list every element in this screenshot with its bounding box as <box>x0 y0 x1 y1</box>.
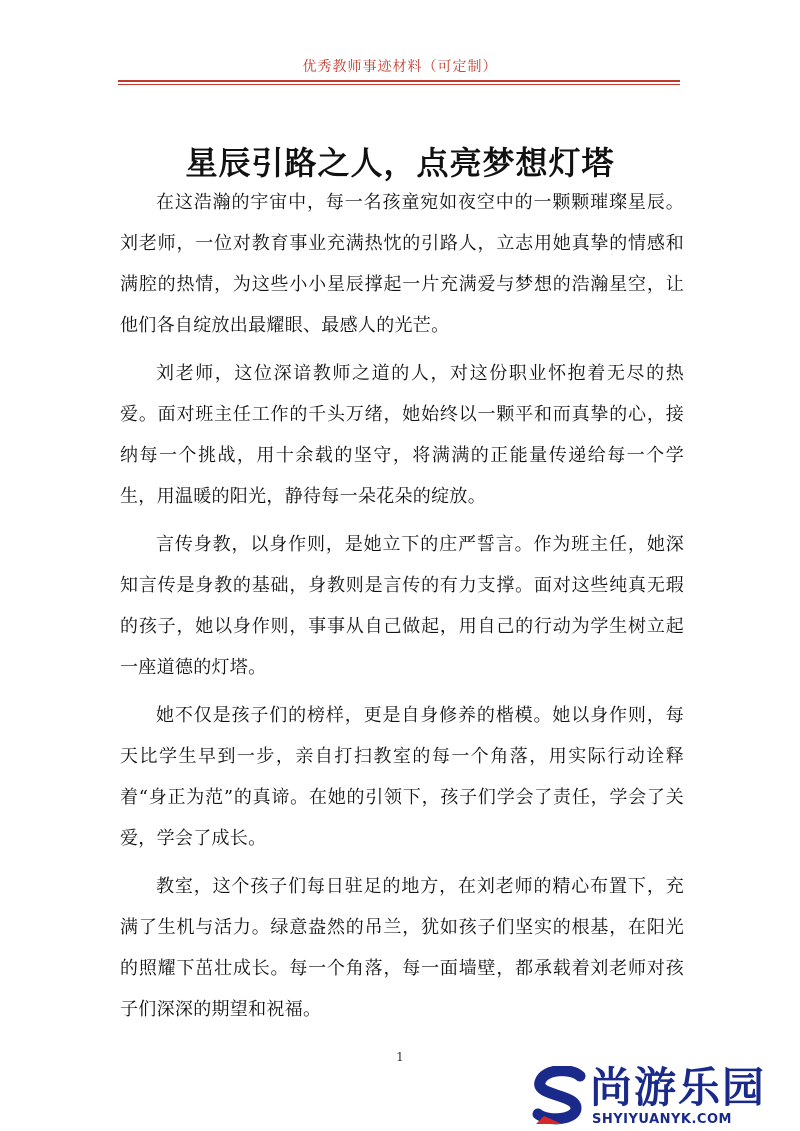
header-title: 优秀教师事迹材料（可定制） <box>302 59 498 75</box>
watermark-logo <box>532 1062 800 1131</box>
paragraph: 言传身教，以身作则，是她立下的庄严誓言。作为班主任，她深知言传是身教的基础，身教则是言传的有力支撑。面对这些纯真无瑕的孩子，她以身作则，事事从自己做起，用自己的行动为学生树立起一座道德的灯塔。 <box>120 534 684 678</box>
page-number: 1 <box>396 1050 404 1064</box>
paragraph: 刘老师，这位深谙教师之道的人，对这份职业怀抱着无尽的热爱。面对班主任工作的千头万绪，她始终以一颗平和而真挚的心，接纳每一个挑战，用十余载的坚守，将满满的正能量传递给每一个学生，用温暖的阳光，静待每一朵花朵的绽放。 <box>120 363 684 507</box>
header-rule-bottom <box>118 84 680 85</box>
header-rule-top <box>118 80 680 82</box>
paragraph: 在这浩瀚的宇宙中，每一名孩童宛如夜空中的一颗颗璀璨星辰。刘老师，一位对教育事业充满热忱的引路人，立志用她真挚的情感和满腔的热情，为这些小小星辰撑起一片充满爱与梦想的浩瀚星空，让他们各自绽放出最耀眼、最感人的光芒。 <box>120 192 684 336</box>
watermark-url: SHYIYUANYK.COM <box>592 1112 732 1127</box>
s-logo-icon <box>532 1066 588 1126</box>
document-body <box>120 182 684 1037</box>
watermark-brand: 尚游乐园 <box>590 1063 767 1112</box>
document-title: 星辰引路之人，点亮梦想灯塔 <box>185 144 615 182</box>
paragraph: 她不仅是孩子们的榜样，更是自身修养的楷模。她以身作则，每天比学生早到一步，亲自打扫教室的每一个角落，用实际行动诠释着“身正为范”的真谛。在她的引领下，孩子们学会了责任，学会了关爱，学会了成长。 <box>120 705 684 849</box>
paragraph: 教室，这个孩子们每日驻足的地方，在刘老师的精心布置下，充满了生机与活力。绿意盎然的吊兰，犹如孩子们坚实的根基，在阳光的照耀下茁壮成长。每一个角落，每一面墙壁，都承载着刘老师对孩子们深深的期望和祝福。 <box>120 876 684 1020</box>
